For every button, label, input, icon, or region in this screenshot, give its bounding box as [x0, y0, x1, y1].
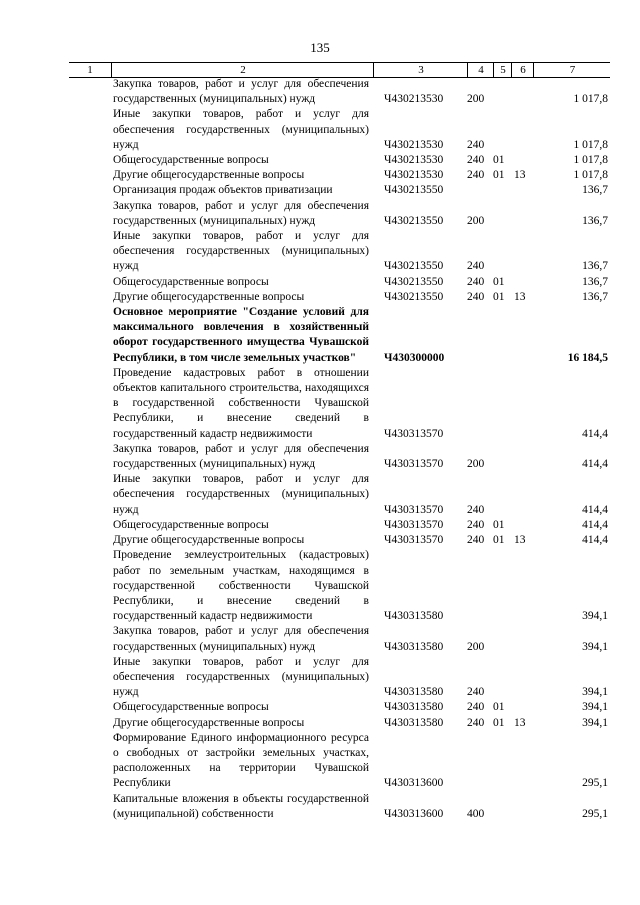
row-amount: 1 017,8	[573, 93, 608, 106]
table-row	[0, 792, 640, 822]
row-expense-type: 240	[467, 686, 485, 699]
row-name: Общегосударственные вопросы	[113, 701, 269, 714]
row-section: 01	[493, 518, 505, 531]
row-amount: 16 184,5	[567, 351, 608, 364]
row-section: 01	[493, 275, 505, 288]
row-expense-type: 200	[467, 640, 485, 653]
row-amount: 1 017,8	[573, 169, 608, 182]
row-amount: 414,4	[582, 458, 608, 471]
row-name: Иные закупки товаров, работ и услуг для обеспечения государственных (муниципальных) нужд	[113, 230, 369, 273]
row-amount: 414,4	[582, 503, 608, 516]
row-name: Закупка товаров, работ и услуг для обеспечения государственных (муниципальных) нужд	[113, 442, 369, 471]
row-name: Проведение землеустроительных (кадастровых) работ по земельным участкам, находящимся в государственной собственности Чувашской Республики, и внесение сведений в государственный кадастр недвижимости	[113, 549, 369, 623]
header-col-5: 5	[493, 63, 512, 77]
row-code: Ч430313570	[384, 458, 444, 471]
row-amount: 136,7	[582, 290, 608, 303]
row-name: Иные закупки товаров, работ и услуг для обеспечения государственных (муниципальных) нужд	[113, 655, 369, 699]
row-code: Ч430213530	[384, 169, 444, 182]
row-name: Капитальные вложения в объекты государственной (муниципальной) собственности	[113, 792, 369, 820]
row-name: Общегосударственные вопросы	[113, 275, 269, 288]
row-expense-type: 240	[467, 275, 485, 288]
row-code: Ч430313570	[384, 518, 444, 531]
row-name: Основное мероприятие "Создание условий для максимального вовлечения в хозяйственный оборот государственного имущества Чувашской Республики, в том числе земельных участков"	[113, 306, 369, 364]
row-section: 01	[493, 701, 505, 714]
table-row	[0, 275, 640, 290]
row-amount: 295,1	[582, 777, 608, 790]
row-expense-type: 240	[467, 518, 485, 531]
row-expense-type: 240	[467, 534, 485, 547]
row-code: Ч430313570	[384, 427, 444, 440]
table-row	[0, 366, 640, 442]
row-subsection: 13	[514, 716, 526, 729]
row-expense-type: 240	[467, 138, 485, 151]
table-body	[0, 77, 640, 822]
table-header	[69, 62, 610, 78]
row-name: Общегосударственные вопросы	[113, 154, 269, 167]
table-row	[0, 107, 640, 153]
row-name: Формирование Единого информационного ресурса о свободных от застройки земельных участках, расположенных на территории Чувашской Республики	[113, 731, 369, 790]
page-number: 135	[310, 40, 330, 55]
row-name: Другие общегосударственные вопросы	[113, 716, 305, 729]
row-name: Другие общегосударственные вопросы	[113, 290, 305, 303]
table-row	[0, 183, 640, 198]
row-name: Проведение кадастровых работ в отношении объектов капитального строительства, находящихся в государственной собственности Чувашской Республики, и внесение сведений в государственный кадастр недвижимости	[113, 366, 369, 440]
row-expense-type: 200	[467, 458, 485, 471]
row-name: Организация продаж объектов приватизации	[113, 184, 333, 197]
header-col-4: 4	[467, 63, 494, 77]
row-amount: 1 017,8	[573, 138, 608, 151]
row-code: Ч430313570	[384, 534, 444, 547]
row-code: Ч430313580	[384, 640, 444, 653]
row-code: Ч430213530	[384, 154, 444, 167]
row-expense-type: 240	[467, 260, 485, 273]
table-row	[0, 518, 640, 533]
row-expense-type: 240	[467, 154, 485, 167]
table-row	[0, 700, 640, 715]
row-name: Закупка товаров, работ и услуг для обеспечения государственных (муниципальных) нужд	[113, 199, 369, 227]
row-name: Иные закупки товаров, работ и услуг для обеспечения государственных (муниципальных) нужд	[113, 108, 369, 151]
table-row	[0, 442, 640, 472]
row-code: Ч430313580	[384, 701, 444, 714]
row-section: 01	[493, 169, 505, 182]
header-col-3: 3	[373, 63, 468, 77]
row-code: Ч430213550	[384, 184, 444, 197]
row-code: Ч430313600	[384, 807, 444, 820]
header-col-6: 6	[511, 63, 534, 77]
row-amount: 136,7	[582, 184, 608, 197]
row-expense-type: 240	[467, 169, 485, 182]
row-code: Ч430313570	[384, 503, 444, 516]
row-name: Закупка товаров, работ и услуг для обеспечения государственных (муниципальных) нужд	[113, 625, 369, 653]
row-code: Ч430313580	[384, 610, 444, 623]
row-code: Ч430213530	[384, 138, 444, 151]
table-row	[0, 533, 640, 548]
row-amount: 394,1	[582, 701, 608, 714]
row-subsection: 13	[514, 534, 526, 547]
table-row	[0, 548, 640, 624]
table-row	[0, 731, 640, 792]
row-amount: 394,1	[582, 610, 608, 623]
row-section: 01	[493, 154, 505, 167]
row-expense-type: 200	[467, 214, 485, 227]
row-amount: 394,1	[582, 640, 608, 653]
row-expense-type: 240	[467, 290, 485, 303]
table-row	[0, 655, 640, 701]
row-expense-type: 400	[467, 807, 485, 820]
table-row	[0, 305, 640, 366]
row-code: Ч430213550	[384, 214, 444, 227]
row-code: Ч430213550	[384, 275, 444, 288]
table-row	[0, 716, 640, 731]
row-expense-type: 240	[467, 716, 485, 729]
row-name: Общегосударственные вопросы	[113, 518, 269, 531]
row-subsection: 13	[514, 169, 526, 182]
row-amount: 414,4	[582, 534, 608, 547]
row-section: 01	[493, 534, 505, 547]
row-code: Ч430300000	[384, 351, 445, 364]
row-code: Ч430213550	[384, 290, 444, 303]
table-row	[0, 77, 640, 107]
table-row	[0, 624, 640, 654]
header-col-2: 2	[111, 63, 374, 77]
row-code: Ч430313580	[384, 686, 444, 699]
row-amount: 414,4	[582, 427, 608, 440]
row-subsection: 13	[514, 290, 526, 303]
table-row	[0, 472, 640, 518]
table-row	[0, 168, 640, 183]
row-code: Ч430213530	[384, 93, 444, 106]
row-name: Иные закупки товаров, работ и услуг для обеспечения государственных (муниципальных) нужд	[113, 473, 369, 516]
row-amount: 136,7	[582, 214, 608, 227]
table-row	[0, 199, 640, 229]
row-code: Ч430313600	[384, 777, 444, 790]
table-row	[0, 153, 640, 168]
header-col-1: 1	[87, 64, 93, 76]
row-section: 01	[493, 716, 505, 729]
row-code: Ч430313580	[384, 716, 444, 729]
row-amount: 136,7	[582, 260, 608, 273]
row-expense-type: 240	[467, 701, 485, 714]
row-name: Закупка товаров, работ и услуг для обеспечения государственных (муниципальных) нужд	[113, 78, 369, 106]
row-amount: 414,4	[582, 518, 608, 531]
row-amount: 295,1	[582, 807, 608, 820]
header-col-7: 7	[533, 63, 611, 77]
row-section: 01	[493, 290, 505, 303]
row-name: Другие общегосударственные вопросы	[113, 534, 305, 547]
row-amount: 394,1	[582, 716, 608, 729]
row-name: Другие общегосударственные вопросы	[113, 169, 305, 182]
row-expense-type: 240	[467, 503, 485, 516]
row-amount: 136,7	[582, 275, 608, 288]
table-row	[0, 290, 640, 305]
row-code: Ч430213550	[384, 260, 444, 273]
row-amount: 394,1	[582, 686, 608, 699]
table-row	[0, 229, 640, 275]
row-expense-type: 200	[467, 93, 485, 106]
row-amount: 1 017,8	[573, 154, 608, 167]
